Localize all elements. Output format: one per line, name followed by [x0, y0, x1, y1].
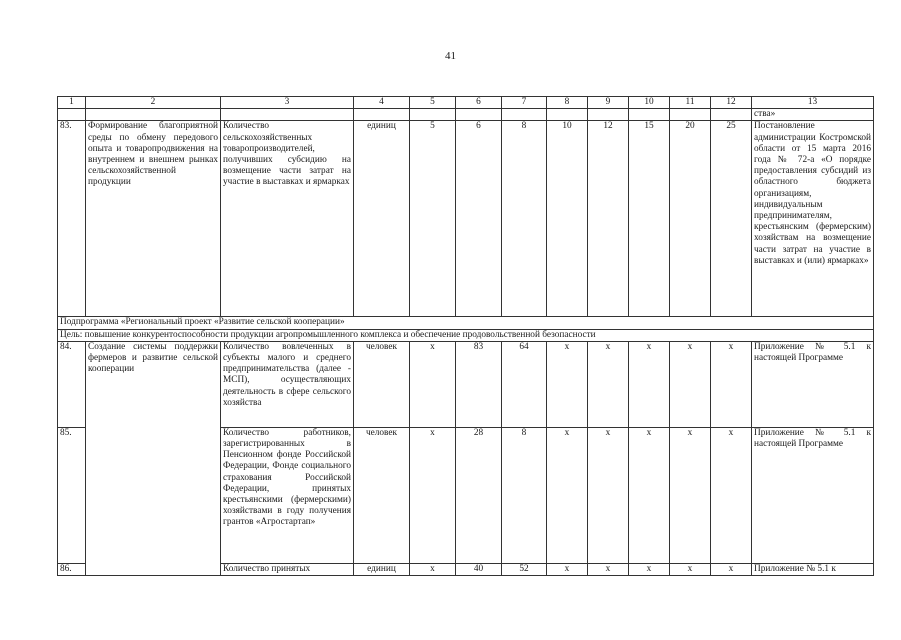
unit: единиц	[354, 121, 410, 317]
value-cell: 12	[588, 121, 629, 317]
value-cell: х	[588, 563, 629, 575]
indicator-name: Количество принятых	[221, 563, 354, 575]
legal-basis: Постановление администрации Костромской области от 15 марта 2016 года № 72-а «О порядке предоставления субсидий из областного бюджета организациям, индивидуальным предпринимателям, крестьянским (фермерским) хозяйствам на возмещение части затрат на участие в выставках и (или) ярмарках»	[752, 121, 874, 317]
value-cell: 8	[502, 121, 547, 317]
row-number: 85.	[58, 427, 86, 563]
column-number: 10	[629, 97, 670, 109]
value-cell: х	[588, 427, 629, 563]
event-name: Формирование благоприятной среды по обмену передового опыта и товаропродвижения на внутреннем и внешнем рынках сельскохозяйственной продукции	[86, 121, 221, 317]
indicator-name: Количество сельскохозяйственных товаропроизводителей, получивших субсидию на возмещение части затрат на участие в выставках и ярмарках	[221, 121, 354, 317]
value-cell: х	[588, 341, 629, 427]
column-number: 8	[547, 97, 588, 109]
value-cell: 28	[456, 427, 502, 563]
value-cell: 8	[502, 427, 547, 563]
value-cell: 6	[456, 121, 502, 317]
column-number: 12	[711, 97, 752, 109]
row-number: 83.	[58, 121, 86, 317]
value-cell: х	[629, 427, 670, 563]
indicator-name: Количество вовлеченных в субъекты малого и среднего предпринимательства (далее - МСП), осуществляющих деятельность в сфере сельского хозяйства	[221, 341, 354, 427]
continuation-text: ства»	[752, 109, 874, 121]
subprogram-title: Подпрограмма «Региональный проект «Развитие сельской кооперации»	[58, 317, 874, 329]
value-cell: х	[670, 563, 711, 575]
value-cell: х	[410, 341, 456, 427]
column-number: 4	[354, 97, 410, 109]
value-cell: х	[711, 341, 752, 427]
continuation-row	[58, 109, 874, 121]
event-name: Создание системы поддержки фермеров и развитие сельской кооперации	[86, 341, 221, 575]
value-cell: х	[711, 563, 752, 575]
legal-basis: Приложение № 5.1 к	[752, 563, 874, 575]
value-cell: 5	[410, 121, 456, 317]
value-cell: 15	[629, 121, 670, 317]
column-number: 1	[58, 97, 86, 109]
value-cell: х	[410, 563, 456, 575]
unit: единиц	[354, 563, 410, 575]
table-row-83	[58, 121, 874, 317]
legal-basis: Приложение № 5.1 к настоящей Программе	[752, 427, 874, 563]
row-number: 84.	[58, 341, 86, 427]
column-number: 11	[670, 97, 711, 109]
unit: человек	[354, 427, 410, 563]
value-cell: 20	[670, 121, 711, 317]
column-number-row	[58, 97, 874, 109]
value-cell: 40	[456, 563, 502, 575]
value-cell: х	[547, 563, 588, 575]
value-cell: х	[547, 341, 588, 427]
column-number: 9	[588, 97, 629, 109]
value-cell: 64	[502, 341, 547, 427]
goal-text: Цель: повышение конкурентоспособности продукции агропромышленного комплекса и обеспечение продовольственной безопасности	[58, 329, 874, 341]
indicators-table	[57, 96, 874, 576]
page-number: 41	[445, 50, 456, 62]
legal-basis: Приложение № 5.1 к настоящей Программе	[752, 341, 874, 427]
value-cell: 10	[547, 121, 588, 317]
indicator-name: Количество работников, зарегистрированных в Пенсионном фонде Российской Федерации, Фонде социального страхования Российской Федерации, принятых крестьянскими (фермерскими) хозяйствами в году получения грантов «Агростартап»	[221, 427, 354, 563]
value-cell: 83	[456, 341, 502, 427]
value-cell: х	[670, 341, 711, 427]
unit: человек	[354, 341, 410, 427]
value-cell: х	[711, 427, 752, 563]
column-number: 7	[502, 97, 547, 109]
row-number: 86.	[58, 563, 86, 575]
value-cell: х	[547, 427, 588, 563]
value-cell: х	[629, 341, 670, 427]
column-number: 6	[456, 97, 502, 109]
table-row-84	[58, 341, 874, 427]
value-cell: 52	[502, 563, 547, 575]
subprogram-row	[58, 317, 874, 329]
value-cell: х	[629, 563, 670, 575]
goal-row	[58, 329, 874, 341]
column-number: 3	[221, 97, 354, 109]
column-number: 13	[752, 97, 874, 109]
value-cell: х	[670, 427, 711, 563]
column-number: 5	[410, 97, 456, 109]
value-cell: х	[410, 427, 456, 563]
value-cell: 25	[711, 121, 752, 317]
column-number: 2	[86, 97, 221, 109]
